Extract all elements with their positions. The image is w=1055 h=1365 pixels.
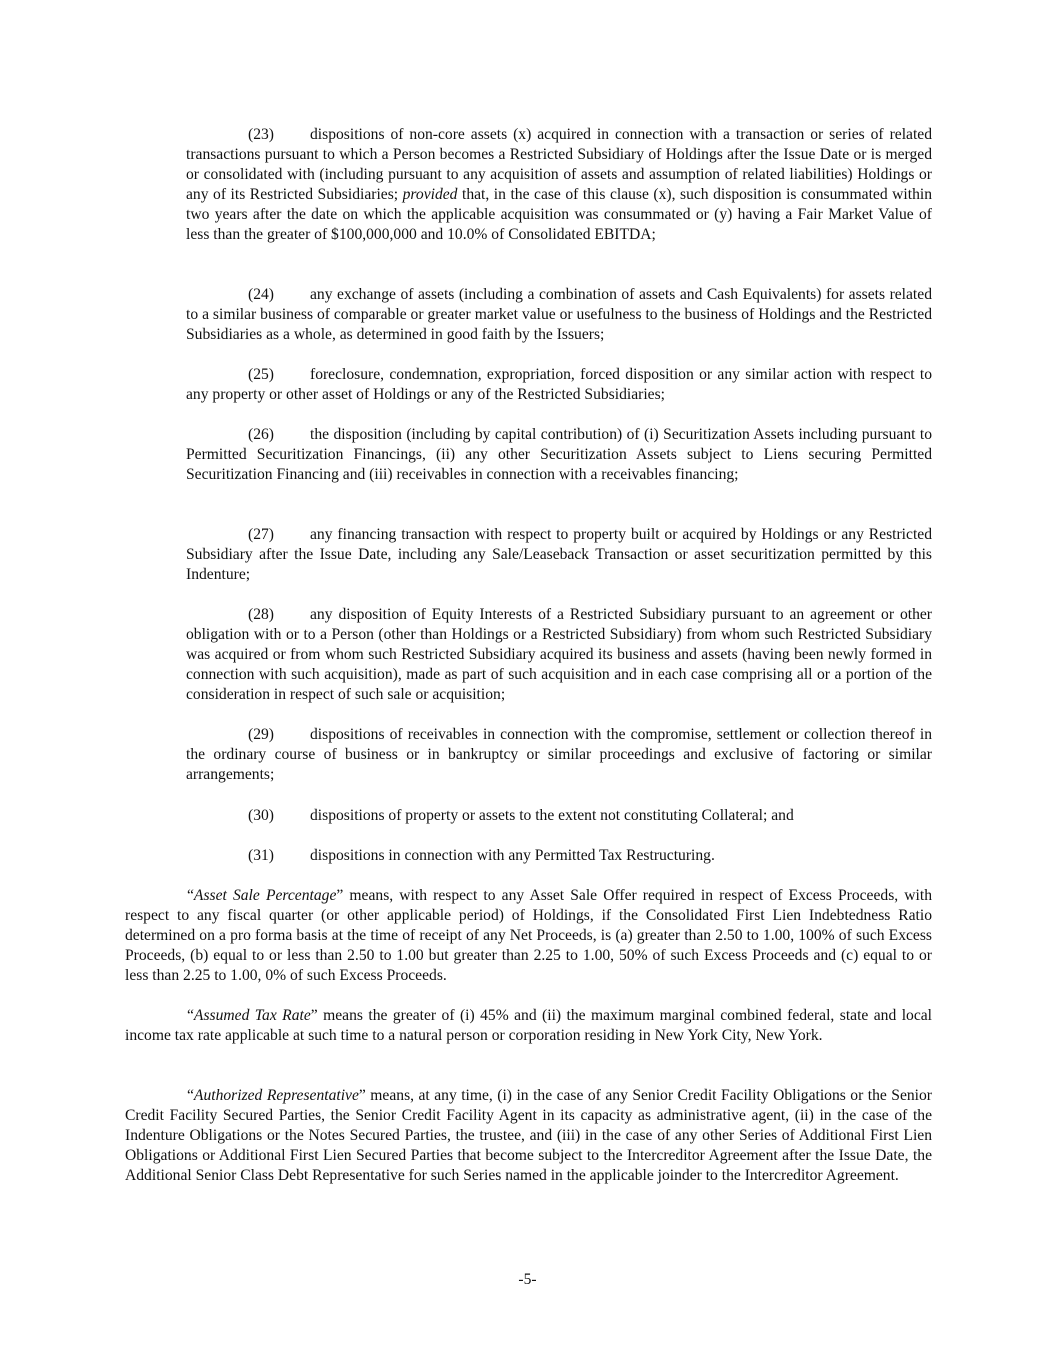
- quote-close: ”: [310, 1007, 318, 1024]
- clause-text: any financing transaction with respect to property built or acquired by Holdings or any Restricted Subsidiary after the Issue Date, including any Sale/Leaseback Transaction or asset securitization permitted by this Indenture;: [186, 526, 932, 583]
- clause-text: dispositions of non-core assets (x) acquired in connection with a transaction or series of related transactions pursuant to which a Person becomes a Restricted Subsidiary of Holdings after the Issue Date or is merged or consolidated with (including pursuant to any acquisition of assets and assumption of related liabilities) Holdings or any of its Restricted Subsidiaries;: [186, 126, 932, 203]
- clause-text: that, in the case of this clause (x), such disposition is consummated within two years after the date on which the applicable acquisition was consummated or (y) having a Fair Market Value of less than the greater of $100,000,000 and 10.0% of Consolidated EBITDA;: [186, 186, 932, 243]
- clause-text: any exchange of assets (including a combination of assets and Cash Equivalents) for assets related to a similar business of comparable or greater market value or usefulness to the business of Holdings and the Restricted Subsidiaries as a whole, as determined in good faith by the Issuers;: [186, 286, 932, 343]
- clause-text: the disposition (including by capital contribution) of (i) Securitization Assets including pursuant to Permitted Securitization Financings, (ii) any other Securitization Assets subject to Liens securing Permitted Securitization Financing and (iii) receivables in connection with a receivables financing;: [186, 426, 932, 483]
- quote-close: ”: [336, 887, 344, 904]
- clause-text: dispositions of property or assets to the extent not constituting Collateral; and: [310, 807, 794, 824]
- clause-31: [186, 846, 932, 866]
- clause-26: [186, 425, 932, 485]
- definition-text: means the greater of (i) 45% and (ii) the maximum marginal combined federal, state and local income tax rate applicable at such time to a natural person or corporation residing in New York City, New York.: [125, 1007, 932, 1044]
- clause-25: [186, 365, 932, 405]
- clause-number: (26): [248, 426, 274, 443]
- clause-number: (31): [248, 847, 274, 864]
- clause-emphasis: provided: [402, 186, 458, 203]
- defined-term: Asset Sale Percentage: [193, 887, 337, 904]
- defined-term: Assumed Tax Rate: [193, 1007, 311, 1024]
- clause-29: [186, 725, 932, 785]
- page-number: -5-: [518, 1271, 537, 1288]
- clause-number: (29): [248, 726, 274, 743]
- clause-text: dispositions of receivables in connection with the compromise, settlement or collection thereof in the ordinary course of business or in bankruptcy or similar proceedings and exclusive of factoring or similar arrangements;: [186, 726, 932, 783]
- clause-number: (27): [248, 526, 274, 543]
- clause-23: [186, 125, 932, 245]
- definition-assumed-tax-rate: [125, 1006, 932, 1046]
- clause-24: [186, 285, 932, 345]
- defined-term: Authorized Representative: [193, 1087, 359, 1104]
- definition-text: means, at any time, (i) in the case of any Senior Credit Facility Obligations or the Senior Credit Facility Secured Parties, the Senior Credit Facility Agent in its capacity as administrative agent, (ii) in the case of the Indenture Obligations or the Notes Secured Parties, the trustee, and (iii) in the case of any other Series of Additional First Lien Obligations or Additional First Lien Secured Parties that become subject to the Intercreditor Agreement after the Issue Date, the Additional Senior Class Debt Representative for such Series named in the applicable joinder to the Intercreditor Agreement.: [125, 1087, 932, 1184]
- clause-number: (30): [248, 807, 274, 824]
- clause-27: [186, 525, 932, 585]
- clause-number: (23): [248, 126, 274, 143]
- clause-number: (28): [248, 606, 274, 623]
- clause-30: [186, 806, 932, 826]
- quote-open: “: [187, 1087, 194, 1104]
- definition-text: means, with respect to any Asset Sale Offer required in respect of Excess Proceeds, with respect to any fiscal quarter (or other applicable period) of Holdings, if the Consolidated First Lien Indebtedness Ratio determined on a pro forma basis at the time of receipt of any Net Proceeds, is (a) greater than 2.50 to 1.00, 100% of such Excess Proceeds, (b) equal to or less than 2.50 to 1.00 but greater than 2.25 to 1.00, 50% of such Excess Proceeds and (c) equal to or less than 2.25 to 1.00, 0% of such Excess Proceeds.: [125, 887, 933, 984]
- quote-open: “: [187, 1007, 194, 1024]
- clause-text: any disposition of Equity Interests of a Restricted Subsidiary pursuant to an agreement or other obligation with or to a Person (other than Holdings or a Restricted Subsidiary) from whom such Restricted Subsidiary was acquired or from whom such Restricted Subsidiary acquired its business and assets (having been newly formed in connection with such acquisition), made as part of such acquisition and in each case comprising all or a portion of the consideration in respect of such sale or acquisition;: [186, 606, 932, 703]
- definition-asset-sale-percentage: [125, 886, 932, 986]
- clause-number: (25): [248, 366, 274, 383]
- quote-close: ”: [358, 1087, 366, 1104]
- quote-open: “: [187, 887, 194, 904]
- clause-text: foreclosure, condemnation, expropriation, forced disposition or any similar action with respect to any property or other asset of Holdings or any of the Restricted Subsidiaries;: [186, 366, 932, 403]
- clause-28: [186, 605, 932, 705]
- clause-text: dispositions in connection with any Permitted Tax Restructuring.: [310, 847, 715, 864]
- clause-number: (24): [248, 286, 274, 303]
- definition-authorized-representative: [125, 1086, 932, 1186]
